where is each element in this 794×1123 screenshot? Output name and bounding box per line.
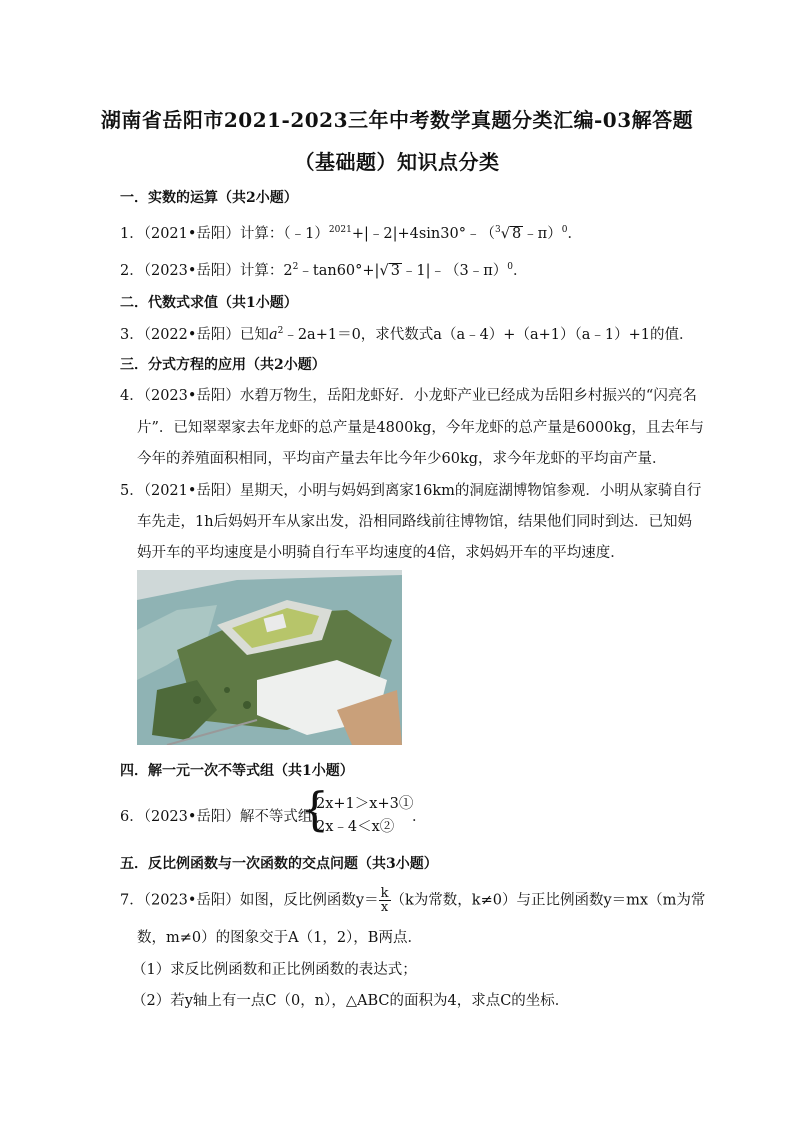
question-6-end: ． <box>412 809 427 825</box>
q1-exponent: 2021 <box>328 225 352 235</box>
question-7-part-2: （2）若y轴上有一点C（0，n），△ABC的面积为4，求点C的坐标． <box>132 993 570 1009</box>
question-6-prefix: 6．（2023•岳阳）解不等式组： <box>120 809 327 825</box>
question-5-line-3: 妈开车的平均速度是小明骑自行车平均速度的4倍，求妈妈开车的平均速度． <box>137 545 625 561</box>
question-5-line-1: 5．（2021•岳阳）星期天，小明与妈妈到离家16km的洞庭湖博物馆参观．小明从家骑自行 <box>120 483 702 499</box>
question-4-line-1: 4．（2023•岳阳）水碧万物生，岳阳龙虾好．小龙虾产业已经成为岳阳乡村振兴的“闪亮名 <box>120 388 697 404</box>
fraction-denominator: x <box>380 900 389 915</box>
q3-prefix: 3．（2022•岳阳）已知 <box>120 327 269 343</box>
q2-prefix: 2．（2023•岳阳）计算：2 <box>120 263 293 279</box>
question-1 <box>120 222 582 243</box>
q1-middle: +|﹣2|+4sin30°﹣（ <box>351 226 495 242</box>
inequality-1: 2x+1＞x+3① <box>316 796 414 812</box>
q7-rest: （k为常数，k≠0）与正比例函数y＝mx（m为常 <box>390 892 706 909</box>
q2-after-root: ﹣1|﹣（3﹣π） <box>401 263 508 279</box>
q3-text: ﹣2a+1＝0，求代数式a（a﹣4）+（a+1）（a﹣1）+1的值． <box>283 327 694 343</box>
museum-aerial-photo <box>137 570 402 745</box>
inequality-system <box>300 782 420 836</box>
q1-root-body: 8 <box>511 226 522 242</box>
radical-sign: √ <box>379 263 389 279</box>
section-heading-3: 三．分式方程的应用（共2小题） <box>120 357 326 373</box>
left-brace: { <box>300 782 330 836</box>
question-2 <box>120 259 528 280</box>
q1-exponent-2: 0 <box>561 225 568 235</box>
question-7-part-1: （1）求反比例函数和正比例函数的表达式； <box>132 962 417 978</box>
q2-exponent-2: 0 <box>507 262 514 272</box>
q3-variable: a <box>268 327 278 343</box>
question-4-line-2: 片”．已知翠翠家去年龙虾的总产量是4800kg，今年龙虾的总产量是6000kg，且去年与 <box>137 420 704 436</box>
inequality-2: 2x﹣4＜x② <box>316 819 395 835</box>
question-7-line-1 <box>120 887 705 914</box>
q2-end: ． <box>513 263 528 279</box>
fraction-k-over-x <box>379 887 391 914</box>
section-heading-1: 一．实数的运算（共2小题） <box>120 190 298 206</box>
q1-root-index: 3 <box>494 225 501 235</box>
question-7-line-2: 数，m≠0）的图象交于A（1，2），B两点． <box>137 930 422 946</box>
q1-end: ． <box>567 226 582 242</box>
q2-middle: ﹣tan60°+| <box>298 263 380 279</box>
section-heading-4: 四．解一元一次不等式组（共1小题） <box>120 763 354 779</box>
fraction-numerator: k <box>380 886 389 901</box>
radical-sign: √ <box>500 226 510 242</box>
question-4-line-3: 今年的养殖面积相同，平均亩产量去年比今年少60kg，求今年龙虾的平均亩产量． <box>137 451 667 467</box>
document-title-line2: （基础题）知识点分类 <box>294 150 500 174</box>
question-5-line-2: 车先走，1h后妈妈开车从家出发，沿相同路线前往博物馆，结果他们同时到达．已知妈 <box>137 514 693 530</box>
q7-prefix: 7．（2023•岳阳）如图，反比例函数y＝ <box>120 892 379 909</box>
q2-root-body: 3 <box>390 263 400 279</box>
question-3 <box>120 323 693 344</box>
q1-prefix: 1．（2021•岳阳）计算：（﹣1） <box>120 226 329 242</box>
document-title-line1: 湖南省岳阳市2021-2023三年中考数学真题分类汇编-03解答题 <box>100 108 694 132</box>
q2-exponent: 2 <box>292 262 299 272</box>
section-heading-5: 五．反比例函数与一次函数的交点问题（共3小题） <box>120 856 438 872</box>
q1-after-root: ﹣π） <box>523 226 562 242</box>
section-heading-2: 二．代数式求值（共1小题） <box>120 295 298 311</box>
q3-exponent: 2 <box>277 326 284 336</box>
